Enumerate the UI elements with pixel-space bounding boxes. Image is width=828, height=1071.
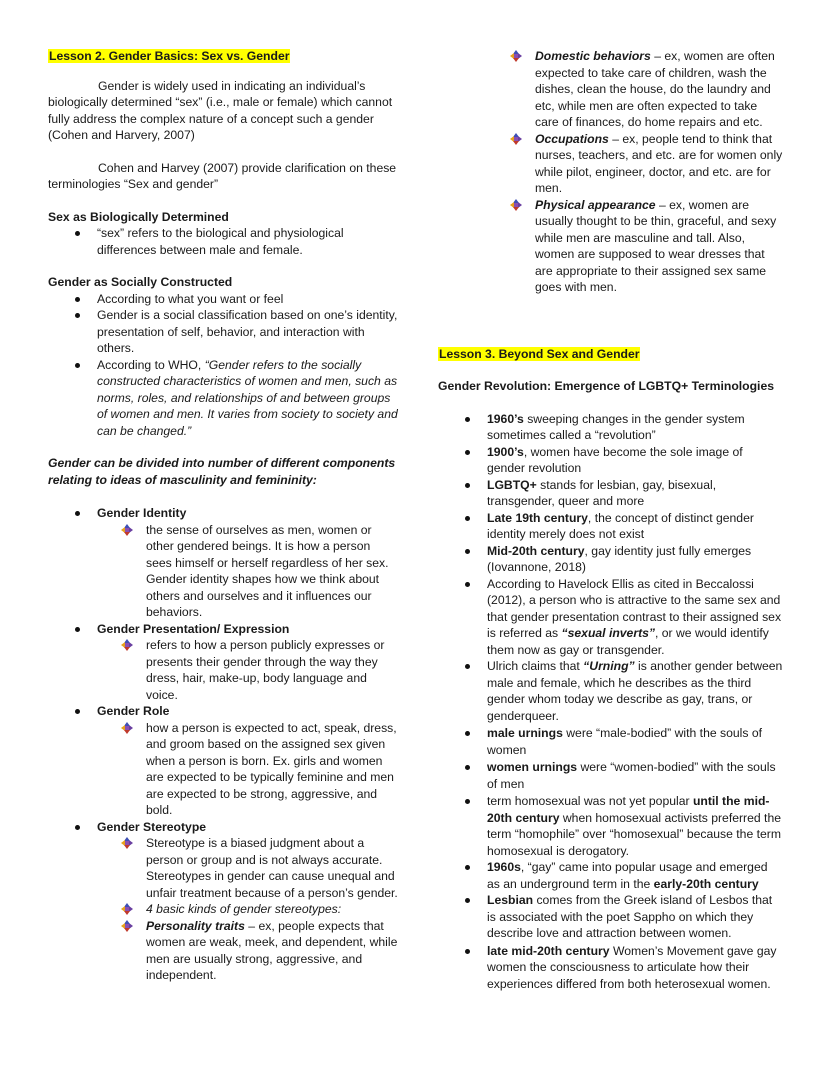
bullet-dot-icon [465, 450, 470, 455]
gender-heading: Gender as Socially Constructed [48, 275, 233, 289]
list-item: term homosexual was not yet popular until the mid-20th century when homosexual activists preferred the term “homophile” over “homosexual” because the term homosexual is derogatory. [487, 793, 783, 859]
four-way-arrow-icon [121, 524, 133, 536]
component-gender-role: Gender Role how a person is expected to act, speak, dress, and groom based on the assigned sex given when a person is born. Ex. girls and women are expected to be typically feminine and men are expected to be strong, aggressive, and bold. [97, 703, 398, 819]
list-item: Physical appearance – ex, women are usually thought to be thin, graceful, and sexy while men are masculine and tall. Also, women are supposed to wear dresses that are appropriate to their assigned sex same goes with men. [535, 197, 783, 296]
bullet-dot-icon [465, 549, 470, 554]
bullet-dot-icon [465, 799, 470, 804]
component-gender-identity: Gender Identity the sense of ourselves as men, women or other gendered beings. It is how a person sees himself or herself regardless of her sex. Gender identity shapes how we think about others and ourselves and it influences our behaviors. [97, 505, 398, 621]
bullet-dot-icon [465, 417, 470, 422]
list-item: Lesbian comes from the Greek island of Lesbos that is associated with the poet Sappho on which they describe love and attraction between women. [487, 892, 783, 942]
list-item: Domestic behaviors – ex, women are often expected to take care of children, wash the dishes, clean the house, do the laundry and etc, while men are often expected to take care of finances, do home repairs and etc. [535, 48, 783, 131]
bullet-dot-icon [465, 765, 470, 770]
components-heading: Gender can be divided into number of different components relating to ideas of masculinity and femininity: [48, 456, 396, 487]
bullet-dot-icon [465, 865, 470, 870]
list-item: Late 19th century, the concept of distinct gender identity merely does not exist [487, 510, 783, 543]
list-item: Stereotype is a biased judgment about a person or group and is not always accurate. Stereotypes in gender can cause unequal and unfair treatment because of a person’s gender. [146, 835, 398, 901]
bullet-dot-icon [465, 949, 470, 954]
list-item: Ulrich claims that “Urning” is another gender between male and female, which he describes as the third gender whom today we describe as gay, trans, or genderqueer. [487, 658, 783, 724]
bullet-dot-icon [75, 363, 80, 368]
bullet-dot-icon [75, 297, 80, 302]
component-gender-stereotype: Gender Stereotype Stereotype is a biased judgment about a person or group and is not always accurate. Stereotypes in gender can cause unequal and unfair treatment because of a person’s gender. 4 basic kinds of gender stereotypes: Personality traits – ex, people expects that women are weak, meek, and dependent, while men are usually strong, aggressive, and independent. [97, 819, 398, 984]
four-way-arrow-icon [121, 903, 133, 915]
list-item: According to what you want or feel [97, 291, 398, 308]
stereotype-kinds-list [535, 48, 783, 296]
component-gender-presentation: Gender Presentation/ Expression refers to how a person publicly expresses or presents their gender through the way they dress, hair, make-up, body language and voice. [97, 621, 398, 704]
bullet-dot-icon [75, 313, 80, 318]
list-item: 1960’s sweeping changes in the gender system sometimes called a “revolution” [487, 411, 783, 444]
list-item: 1960s, “gay” came into popular usage and emerged as an underground term in the early-20th century [487, 859, 783, 892]
four-way-arrow-icon [121, 837, 133, 849]
four-way-arrow-icon [121, 722, 133, 734]
four-way-arrow-icon [510, 133, 522, 145]
list-item: Personality traits – ex, people expects that women are weak, meek, and dependent, while men are usually strong, aggressive, and independent. [146, 918, 398, 984]
revolution-list [487, 411, 783, 993]
components-list [97, 505, 398, 984]
sex-list [97, 225, 398, 258]
lesson2-title: Lesson 2. Gender Basics: Sex vs. Gender [49, 49, 290, 63]
list-item: how a person is expected to act, speak, dress, and groom based on the assigned sex given when a person is born. Ex. girls and women are expected to be typically feminine and men are expected to be strong, aggressive, and bold. [146, 720, 398, 819]
list-item: Mid-20th century, gay identity just fully emerges (Iovannone, 2018) [487, 543, 783, 576]
bullet-dot-icon [465, 483, 470, 488]
list-item: 4 basic kinds of gender stereotypes: [146, 901, 398, 918]
four-way-arrow-icon [121, 920, 133, 932]
bullet-dot-icon [465, 582, 470, 587]
list-item: Gender is a social classification based on one’s identity, presentation of self, behavior, and interaction with others. [97, 307, 398, 357]
gender-list [97, 291, 398, 440]
list-item: late mid-20th century Women’s Movement gave gay women the consciousness to articulate how their experiences differed from both heterosexual women. [487, 943, 783, 993]
bullet-dot-icon [75, 825, 80, 830]
list-item: 1900’s, women have become the sole image of gender revolution [487, 444, 783, 477]
list-item: male urnings were “male-bodied” with the souls of women [487, 725, 783, 758]
bullet-dot-icon [75, 231, 80, 236]
four-way-arrow-icon [121, 639, 133, 651]
four-way-arrow-icon [510, 50, 522, 62]
bullet-dot-icon [75, 627, 80, 632]
lesson3-title: Lesson 3. Beyond Sex and Gender [439, 346, 640, 361]
list-item: refers to how a person publicly expresses or presents their gender through the way they dress, hair, make-up, body language and voice. [146, 637, 398, 703]
bullet-dot-icon [75, 511, 80, 516]
bullet-dot-icon [465, 664, 470, 669]
bullet-dot-icon [465, 898, 470, 903]
list-item: “sex” refers to the biological and physiological differences between male and female. [97, 225, 398, 258]
list-item: the sense of ourselves as men, women or other gendered beings. It is how a person sees himself or herself regardless of her sex. Gender identity shapes how we think about others and ourselves and it influences our behaviors. [146, 522, 398, 621]
bullet-dot-icon [465, 731, 470, 736]
bullet-dot-icon [75, 709, 80, 714]
sex-heading: Sex as Biologically Determined [48, 209, 229, 224]
list-item: Occupations – ex, people tend to think that nurses, teachers, and etc. are for women only while pilot, engineer, doctor, and etc. are for men. [535, 131, 783, 197]
intro-paragraph-1: Gender is widely used in indicating an individual’s biologically determined “sex” (i.e., male or female) which cannot fully address the complex nature of a concept such a gender (Cohen and Harvery, 2007) [48, 78, 393, 142]
right-column [438, 48, 783, 992]
who-quote: “Gender refers to the socially constructed characteristics of women and men, such as norms, roles, and relationships of and between groups of women and men. It varies from society to society and can be changed.” [97, 357, 398, 438]
list-item: women urnings were “women-bodied” with the souls of men [487, 759, 783, 792]
list-item: LGBTQ+ stands for lesbian, gay, bisexual, transgender, queer and more [487, 477, 783, 510]
revolution-heading: Gender Revolution: Emergence of LGBTQ+ Terminologies [438, 379, 774, 393]
list-item: According to Havelock Ellis as cited in Beccalossi (2012), a person who is attractive to the same sex and that gender presentation contrast to their assigned sex is referred as “sexual inverts”, or we would identify them now as gay or transgender. [487, 576, 783, 659]
bullet-dot-icon [465, 516, 470, 521]
four-way-arrow-icon [510, 199, 522, 211]
left-column [48, 48, 398, 984]
intro-paragraph-2: Cohen and Harvey (2007) provide clarification on these terminologies “Sex and gender” [48, 160, 397, 191]
list-item: According to WHO, “Gender refers to the socially constructed characteristics of women and men, such as norms, roles, and relationships of and between groups of women and men. It varies from society to society and can be changed.” [97, 357, 398, 440]
